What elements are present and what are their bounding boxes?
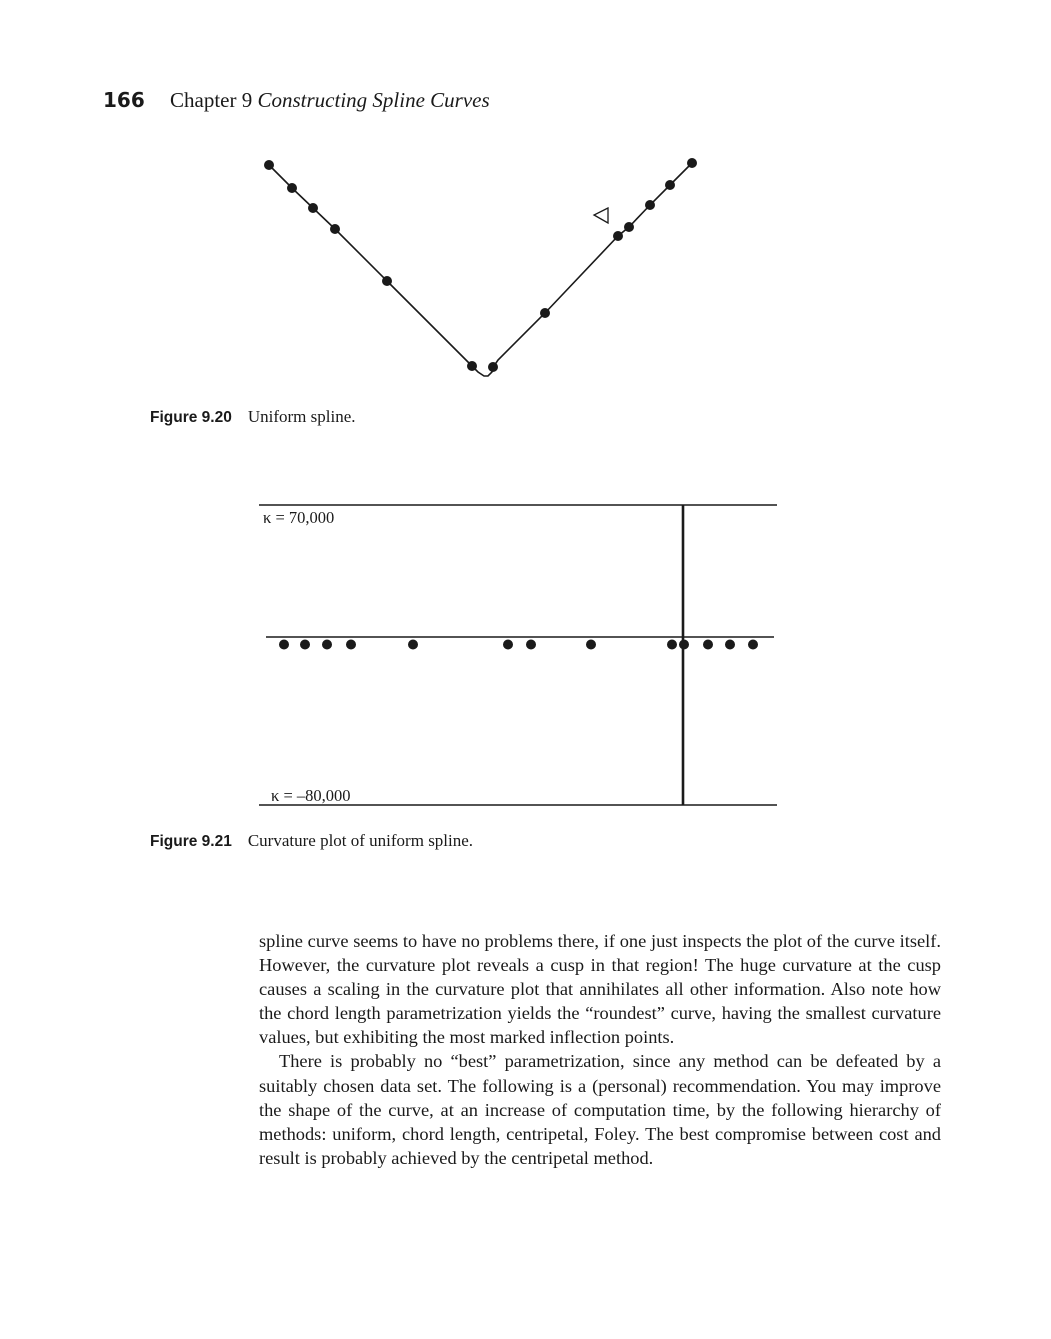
page-number: 166 bbox=[103, 88, 145, 112]
body-text bbox=[259, 929, 941, 1170]
curvature-point bbox=[503, 640, 513, 650]
curvature-point bbox=[667, 640, 677, 650]
figure-label: Figure 9.20 bbox=[150, 409, 232, 426]
kappa-min-label: κ = –80,000 bbox=[271, 786, 351, 805]
kappa-max-label: κ = 70,000 bbox=[263, 508, 335, 527]
paragraph: spline curve seems to have no problems there, if one just inspects the plot of the curve itself. However, the curvature plot reveals a cusp in that region! The huge curvature at the cusp causes a scaling in the curvature plot that annihilates all other information. Also note how the chord length parametrization yields the “roundest” curve, having the smallest curvature values, but exhibiting the most marked inflection points. bbox=[259, 931, 941, 1048]
curvature-point bbox=[408, 640, 418, 650]
paragraph: There is probably no “best” parametrization, since any method can be defeated by a suitably chosen data set. The following is a (personal) recommendation. You may improve the shape of the curve, at an increase of computation time, by the following hierarchy of methods: uniform, chord length, centripetal, Foley. The best compromise between cost and result is probably achieved by the centripetal method. bbox=[259, 1051, 941, 1168]
curvature-point bbox=[748, 640, 758, 650]
figure-9-21-caption bbox=[150, 831, 473, 851]
curvature-point bbox=[703, 640, 713, 650]
curvature-point bbox=[679, 640, 689, 650]
curvature-point bbox=[586, 640, 596, 650]
curvature-point bbox=[279, 640, 289, 650]
chapter-title: Constructing Spline Curves bbox=[257, 88, 490, 112]
curvature-point bbox=[322, 640, 332, 650]
figure-caption-text: Uniform spline. bbox=[247, 407, 356, 426]
curvature-point bbox=[300, 640, 310, 650]
chapter-label: Chapter 9 bbox=[170, 88, 253, 112]
curvature-point bbox=[526, 640, 536, 650]
figure-label: Figure 9.21 bbox=[150, 833, 232, 850]
curvature-point bbox=[725, 640, 735, 650]
curvature-points bbox=[279, 640, 758, 650]
figure-caption-text: Curvature plot of uniform spline. bbox=[247, 831, 474, 850]
curvature-point bbox=[346, 640, 356, 650]
